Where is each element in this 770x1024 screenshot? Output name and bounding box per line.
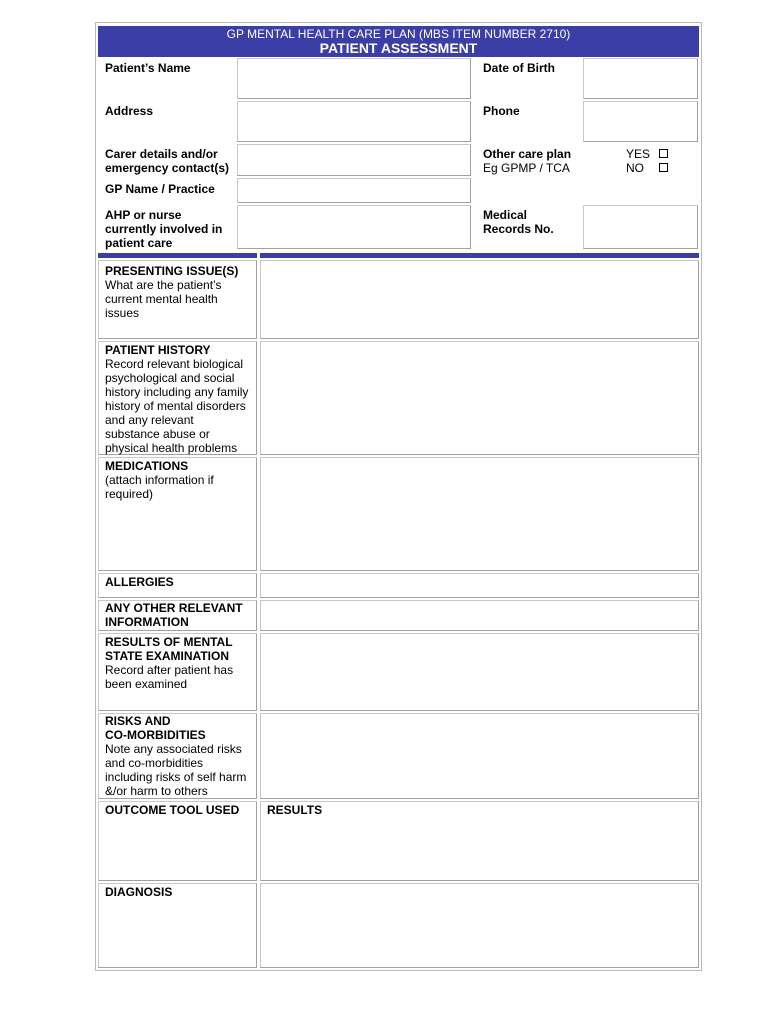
mental-state-label: [105, 635, 233, 691]
no-label: NO: [626, 161, 644, 175]
risks-desc: including risks of self harm: [105, 770, 247, 784]
risks-field[interactable]: [260, 713, 699, 799]
medications-label: [105, 459, 214, 501]
other-care-plan-label: [483, 147, 571, 175]
patient-history-desc: history of mental disorders: [105, 399, 246, 413]
medications-title: MEDICATIONS: [105, 459, 189, 473]
other-info-title: ANY OTHER RELEVANT: [105, 601, 243, 615]
form-title: GP MENTAL HEALTH CARE PLAN (MBS ITEM NUMBER 2710): [226, 27, 571, 41]
patient-history-desc: Record relevant biological: [105, 357, 244, 371]
carer-details-field[interactable]: [237, 144, 471, 176]
dob-field[interactable]: [583, 58, 698, 99]
other-info-title: INFORMATION: [105, 615, 189, 629]
dob-label: Date of Birth: [483, 61, 555, 75]
mental-state-field[interactable]: [260, 633, 699, 711]
risks-title: CO-MORBIDITIES: [105, 728, 206, 742]
form-subtitle: PATIENT ASSESSMENT: [319, 40, 478, 56]
yes-label: YES: [626, 147, 651, 161]
other-info-field[interactable]: [260, 600, 699, 631]
risks-desc: Note any associated risks: [105, 742, 242, 756]
presenting-issues-field[interactable]: [260, 260, 699, 339]
mental-state-title: STATE EXAMINATION: [105, 649, 229, 663]
risks-desc: &/or harm to others: [105, 784, 208, 798]
medical-records-label: [483, 208, 554, 236]
results-field[interactable]: [260, 801, 699, 881]
allergies-field[interactable]: [260, 573, 699, 598]
ahp-field[interactable]: [237, 205, 471, 249]
medical-records-field[interactable]: [583, 205, 698, 249]
risks-label: [105, 714, 246, 798]
patient-name-field[interactable]: [237, 58, 471, 99]
ahp-line3: patient care: [105, 236, 173, 250]
presenting-issues-title: PRESENTING ISSUE(S): [105, 264, 239, 278]
patient-history-label: [105, 343, 248, 455]
patient-name-label: Patient’s Name: [105, 61, 191, 75]
ahp-line1: AHP or nurse: [105, 208, 182, 222]
gp-name-field[interactable]: [237, 178, 471, 203]
medications-desc: (attach information if: [105, 473, 214, 487]
risks-desc: and co-morbidities: [105, 756, 204, 770]
presenting-issues-desc: current mental health: [105, 292, 218, 306]
medications-desc: required): [105, 487, 154, 501]
patient-history-desc: psychological and social: [105, 371, 235, 385]
mental-state-title: RESULTS OF MENTAL: [105, 635, 233, 649]
outcome-tool-label: OUTCOME TOOL USED: [105, 803, 240, 817]
medications-field[interactable]: [260, 457, 699, 571]
medical-records-line1: Medical: [483, 208, 528, 222]
yes-checkbox[interactable]: [659, 149, 668, 158]
diagnosis-field[interactable]: [260, 883, 699, 968]
presenting-issues-desc: issues: [105, 306, 140, 320]
medical-records-line2: Records No.: [483, 222, 554, 236]
patient-history-field[interactable]: [260, 341, 699, 455]
section-divider-right: [260, 253, 699, 258]
risks-title: RISKS AND: [105, 714, 171, 728]
yes-option[interactable]: [626, 147, 668, 161]
ahp-line2: currently involved in: [105, 222, 223, 236]
results-label: RESULTS: [267, 803, 323, 817]
phone-label: Phone: [483, 104, 520, 118]
patient-history-desc: substance abuse or: [105, 427, 210, 441]
carer-details-label: [105, 147, 229, 175]
form-header: [98, 26, 699, 57]
section-divider-left: [98, 253, 257, 258]
carer-details-line2: emergency contact(s): [105, 161, 230, 175]
phone-field[interactable]: [583, 101, 698, 142]
presenting-issues-desc: What are the patient’s: [105, 278, 222, 292]
mental-state-desc: been examined: [105, 677, 188, 691]
patient-history-desc: history including any family: [105, 385, 249, 399]
patient-history-title: PATIENT HISTORY: [105, 343, 211, 357]
address-label: Address: [105, 104, 154, 118]
other-care-plan-eg: Eg GPMP / TCA: [483, 161, 570, 175]
other-info-label: [105, 601, 243, 629]
no-option[interactable]: [626, 161, 668, 175]
no-checkbox[interactable]: [659, 163, 668, 172]
patient-history-desc: physical health problems: [105, 441, 238, 455]
other-care-plan-title: Other care plan: [483, 147, 572, 161]
presenting-issues-label: [105, 264, 238, 320]
mental-state-desc: Record after patient has: [105, 663, 234, 677]
diagnosis-label: DIAGNOSIS: [105, 885, 173, 899]
patient-history-desc: and any relevant: [105, 413, 194, 427]
carer-details-line1: Carer details and/or: [105, 147, 218, 161]
allergies-label: ALLERGIES: [105, 575, 174, 589]
gp-name-label: GP Name / Practice: [105, 182, 215, 196]
address-field[interactable]: [237, 101, 471, 142]
ahp-label: [105, 208, 222, 250]
